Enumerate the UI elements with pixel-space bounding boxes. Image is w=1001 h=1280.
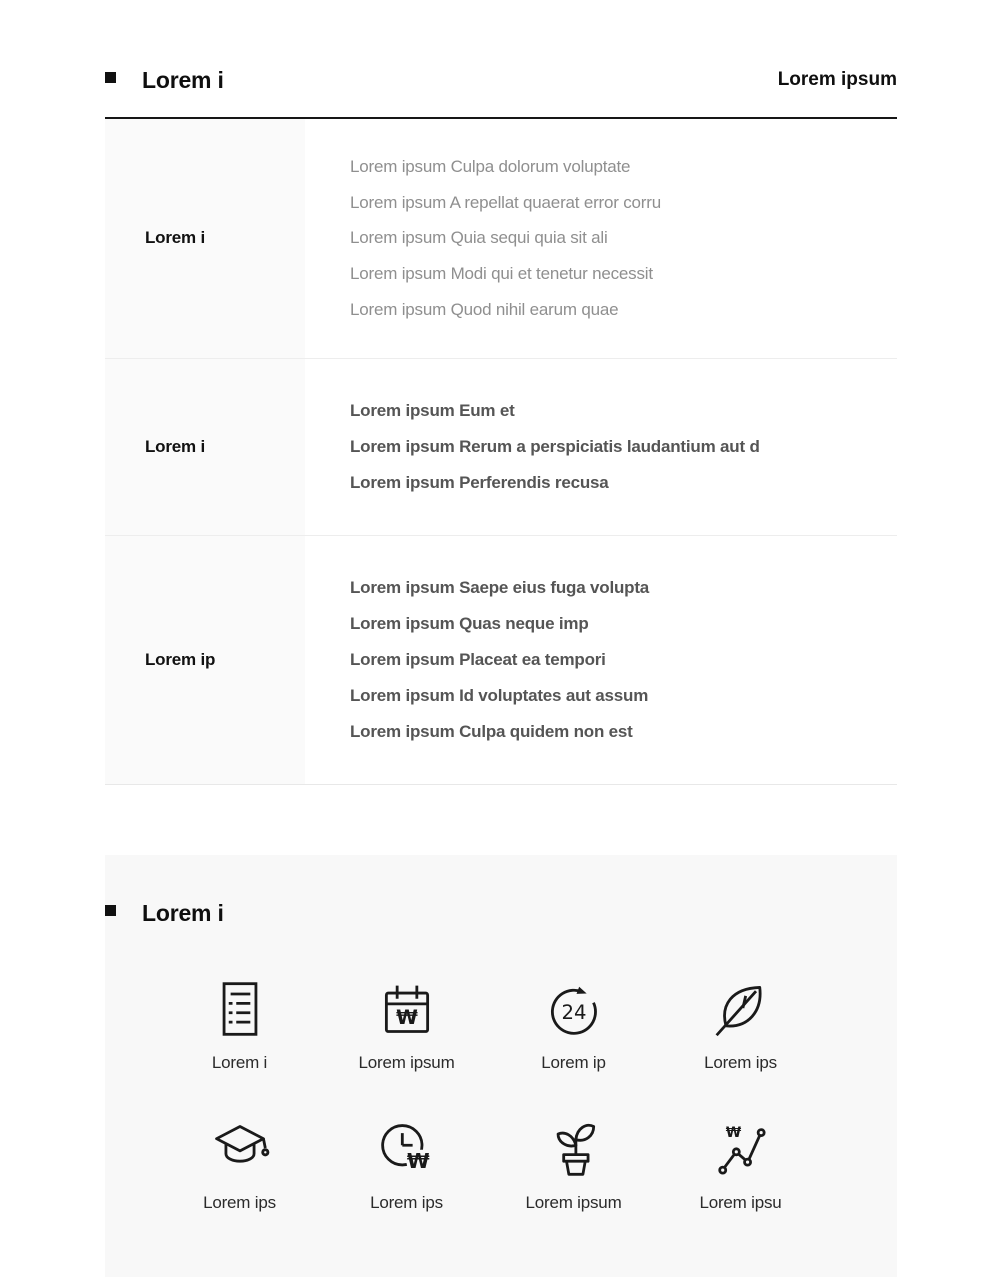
section2-title: Lorem i: [142, 899, 224, 926]
icon-cell: [323, 1119, 490, 1213]
info-line: Lorem ipsum Saepe eius fuga volupta: [350, 577, 650, 597]
row-content: [305, 536, 649, 784]
icon-holder: [377, 1119, 437, 1179]
graduation-cap-icon: [210, 1119, 270, 1179]
icon-holder: [711, 979, 771, 1039]
icon-label: Lorem ipsum: [358, 1052, 455, 1072]
info-line: Lorem ipsum Id voluptates aut assum: [350, 685, 649, 705]
icon-holder: [711, 1119, 771, 1179]
row-content: [305, 119, 661, 358]
icon-label: Lorem ip: [541, 1052, 606, 1072]
icon-cell: [156, 979, 323, 1073]
info-line: Lorem ipsum Culpa dolorum voluptate: [350, 157, 631, 176]
section1-more-link[interactable]: Lorem ipsum: [777, 69, 897, 90]
info-line: Lorem ipsum Quia sequi quia sit ali: [350, 228, 608, 248]
clock-won-icon: [377, 1119, 437, 1179]
table-row: [105, 536, 897, 784]
section2-header: [105, 897, 897, 929]
hours-24-icon: [544, 979, 604, 1039]
icon-holder: [377, 979, 437, 1039]
icon-label: Lorem ips: [370, 1192, 443, 1212]
icons-panel: [105, 855, 897, 1277]
icon-cell: [490, 979, 657, 1073]
info-section: [105, 64, 897, 785]
row-content: [305, 359, 760, 535]
chart-won-icon: [711, 1119, 771, 1179]
info-line: Lorem ipsum Quas neque imp: [350, 613, 589, 633]
icon-label: Lorem i: [211, 1052, 268, 1072]
icon-label: Lorem ips: [203, 1192, 276, 1212]
icon-holder: [210, 979, 270, 1039]
table-row: [105, 359, 897, 536]
icon-holder: [544, 979, 604, 1039]
row-label: Lorem ip: [105, 536, 305, 784]
info-line: Lorem ipsum Rerum a perspiciatis laudantium aut d: [350, 436, 760, 456]
icon-label: Lorem ipsum: [525, 1192, 622, 1212]
info-line: Lorem ipsum Eum et: [350, 400, 515, 420]
icon-cell: [657, 979, 824, 1073]
icon-holder: [544, 1119, 604, 1179]
icon-cell: [323, 979, 490, 1073]
svg-text:₩: ₩: [395, 1005, 418, 1029]
list-document-icon: [210, 979, 270, 1039]
info-line: Lorem ipsum Modi qui et tenetur necessit: [350, 264, 653, 284]
potted-plant-icon: [544, 1119, 604, 1179]
table-row: [105, 119, 897, 359]
icons-grid: [105, 979, 825, 1213]
info-line: Lorem ipsum Quod nihil earum quae: [350, 299, 619, 319]
leaf-icon: [711, 979, 771, 1039]
row-label: Lorem i: [105, 359, 305, 535]
svg-text:₩: ₩: [725, 1124, 741, 1141]
info-line: Lorem ipsum Placeat ea tempori: [350, 649, 606, 669]
row-label: Lorem i: [105, 119, 305, 358]
svg-text:24: 24: [560, 1000, 587, 1024]
section1-title: Lorem i: [142, 67, 224, 93]
svg-text:₩: ₩: [406, 1148, 430, 1173]
square-bullet-icon: [105, 72, 116, 83]
icon-cell: [490, 1119, 657, 1213]
section1-header: [105, 64, 897, 96]
icon-cell: [657, 1119, 824, 1213]
icon-label: Lorem ipsu: [699, 1192, 782, 1212]
info-line: Lorem ipsum A repellat quaerat error corru: [350, 192, 661, 212]
info-line: Lorem ipsum Culpa quidem non est: [350, 721, 633, 741]
info-table: [105, 117, 897, 785]
icon-cell: [156, 1119, 323, 1213]
square-bullet-icon: [105, 905, 116, 916]
calendar-won-icon: [377, 979, 437, 1039]
icon-label: Lorem ips: [704, 1052, 777, 1072]
info-line: Lorem ipsum Perferendis recusa: [350, 472, 609, 492]
icon-holder: [210, 1119, 270, 1179]
